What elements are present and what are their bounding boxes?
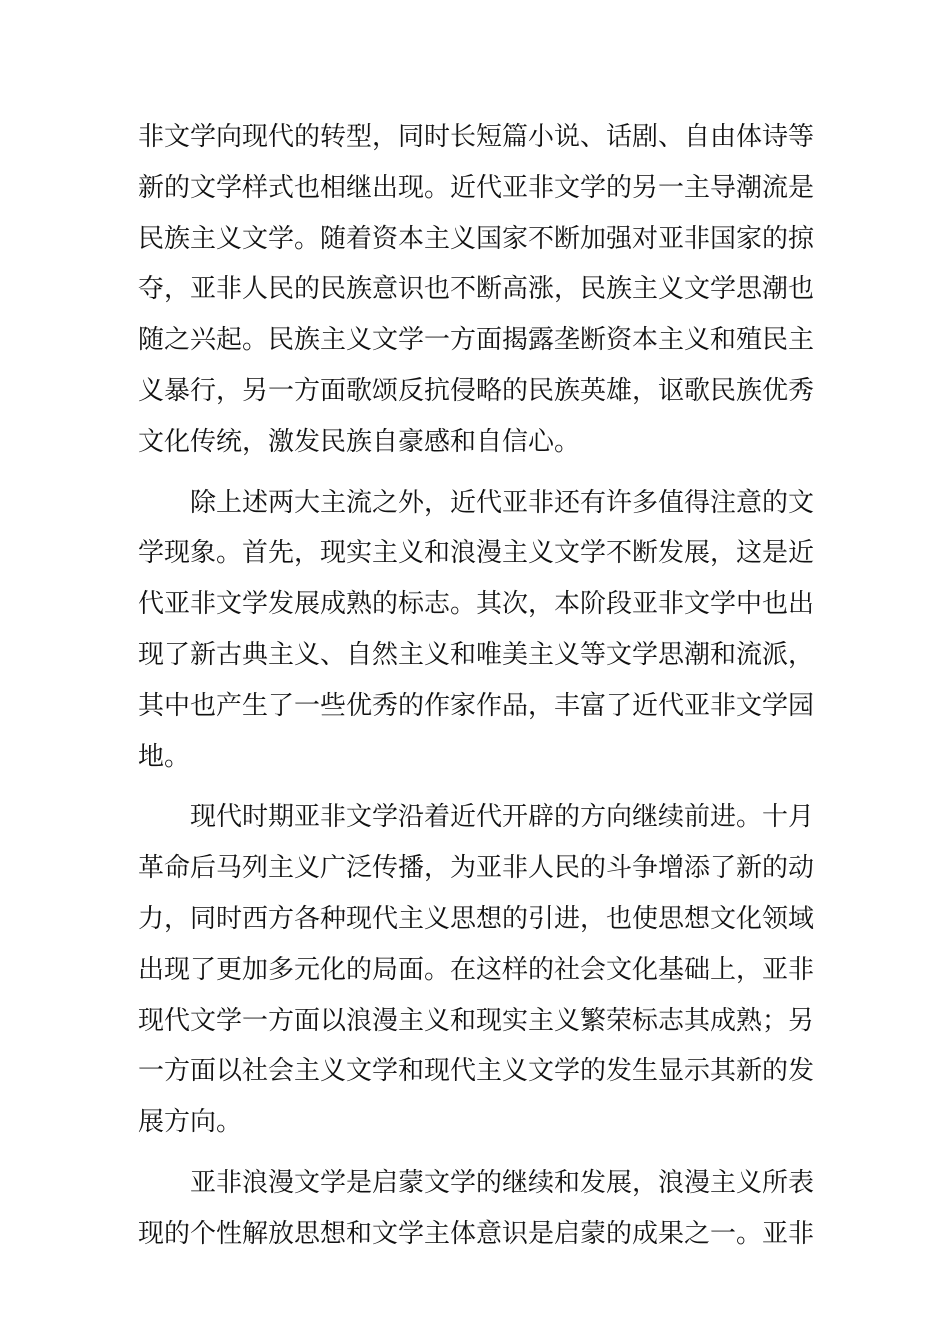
text-line: 非文学向现代的转型，同时长短篇小说、话剧、自由体诗等 xyxy=(138,122,815,152)
text-line: 民族主义文学。随着资本主义国家不断加强对亚非国家的掠 xyxy=(138,223,815,254)
text-line: 一方面以社会主义文学和现代主义文学的发生显示其新的发 xyxy=(138,1056,815,1087)
paragraph-3 xyxy=(138,792,815,1148)
text-line: 力，同时西方各种现代主义思想的引进，也使思想文化领域 xyxy=(138,903,815,934)
text-line: 义暴行，另一方面歌颂反抗侵略的民族英雄，讴歌民族优秀 xyxy=(138,375,815,406)
text-line: 现的个性解放思想和文学主体意识是启蒙的成果之一。亚非 xyxy=(138,1218,815,1249)
text-line: 亚非浪漫文学是启蒙文学的继续和发展，浪漫主义所表 xyxy=(190,1167,815,1198)
text-line: 现了新古典主义、自然主义和唯美主义等文学思潮和流派， xyxy=(138,639,815,670)
text-line: 学现象。首先，现实主义和浪漫主义文学不断发展，这是近 xyxy=(138,538,815,569)
paragraph-2 xyxy=(138,478,815,783)
text-line: 新的文学样式也相继出现。近代亚非文学的另一主导潮流是 xyxy=(138,172,815,203)
text-line: 现代文学一方面以浪漫主义和现实主义繁荣标志其成熟；另 xyxy=(138,1005,815,1036)
text-line: 地。 xyxy=(138,741,191,772)
paragraph-1 xyxy=(138,112,815,468)
text-line: 除上述两大主流之外，近代亚非还有许多值得注意的文 xyxy=(190,487,815,518)
text-line: 随之兴起。民族主义文学一方面揭露垄断资本主义和殖民主 xyxy=(138,325,815,356)
paragraph-4 xyxy=(138,1158,815,1260)
text-line: 革命后马列主义广泛传播，为亚非人民的斗争增添了新的动 xyxy=(138,853,815,884)
text-line: 展方向。 xyxy=(138,1107,243,1138)
text-line: 夺，亚非人民的民族意识也不断高涨，民族主义文学思潮也 xyxy=(138,274,815,305)
text-line: 其中也产生了一些优秀的作家作品，丰富了近代亚非文学园 xyxy=(138,690,815,721)
document-page xyxy=(138,112,815,1260)
text-line: 现代时期亚非文学沿着近代开辟的方向继续前进。十月 xyxy=(190,802,815,833)
text-line: 出现了更加多元化的局面。在这样的社会文化基础上，亚非 xyxy=(138,954,815,985)
text-line: 文化传统，激发民族自豪感和自信心。 xyxy=(138,426,581,457)
text-line: 代亚非文学发展成熟的标志。其次，本阶段亚非文学中也出 xyxy=(138,589,815,620)
